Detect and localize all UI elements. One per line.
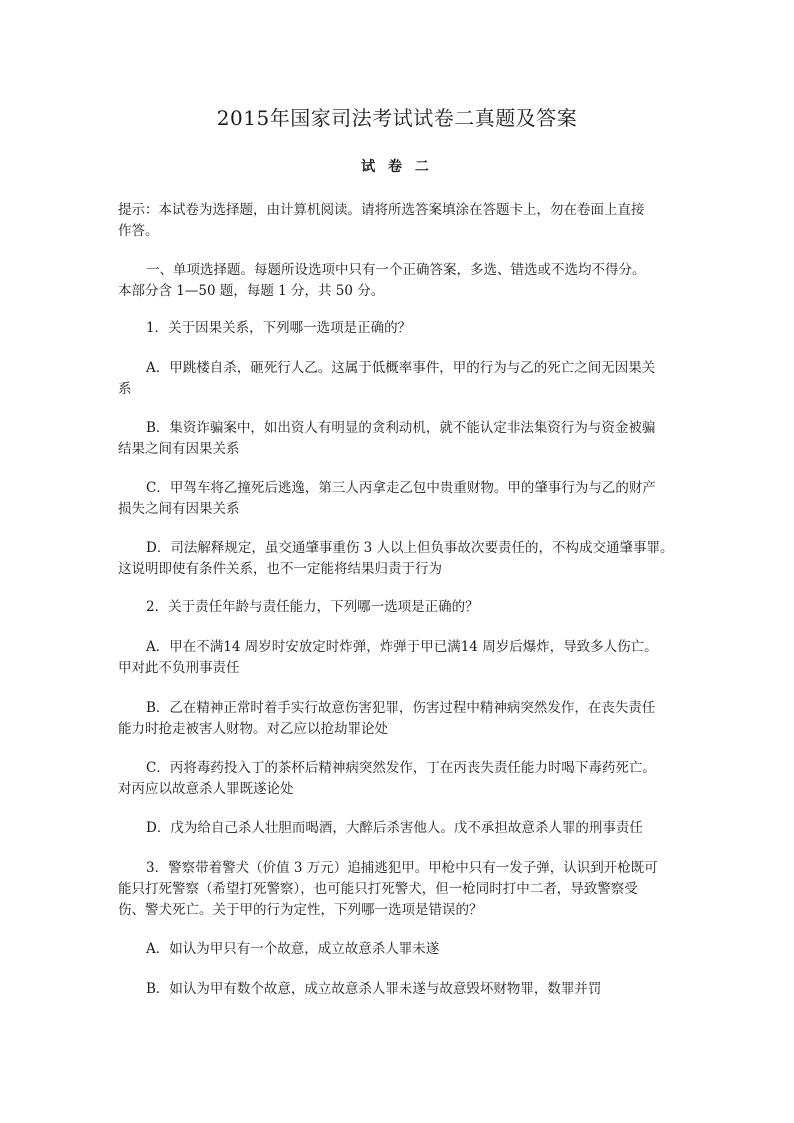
option-line: 损失之间有因果关系 [118,501,240,517]
option-paragraph [118,818,684,839]
question-text: 伤、警犬死亡。关于甲的行为定性，下列哪一选项是错误的？ [118,902,483,918]
notice-line: 提示：本试卷为选择题，由计算机阅读。请将所选答案填涂在答题卡上，勿在卷面上直接 [118,202,645,218]
question-text: 1．关于因果关系，下列哪一选项是正确的？ [146,320,412,336]
option-paragraph [118,979,684,1000]
option-line: C．丙将毒药投入丁的茶杯后精神病突然发作，丁在丙丧失责任能力时喝下毒药死亡。 [146,760,656,776]
option-line: B．集资诈骗案中，如出资人有明显的贪利动机，就不能认定非法集资行为与资金被骗 [146,420,656,436]
document-subtitle: 试 卷 二 [361,159,433,175]
section-heading-paragraph [118,260,684,302]
option-line: 甲对此不负刑事责任 [118,660,240,676]
option-paragraph [118,418,684,460]
option-line: C．甲驾车将乙撞死后逃逸，第三人丙拿走乙包中贵重财物。甲的肇事行为与乙的财产 [146,480,656,496]
option-line: D．戊为给自己杀人壮胆而喝酒，大醉后杀害他人。戊不承担故意杀人罪的刑事责任 [146,820,643,836]
option-paragraph [118,758,684,800]
option-line: 对丙应以故意杀人罪既遂论处 [118,781,294,797]
question-stem [118,597,684,618]
option-line: A．甲在不满14 周岁时安放定时炸弹，炸弹于甲已满14 周岁后爆炸，导致多人伤亡。 [146,639,658,655]
notice-paragraph [118,200,684,242]
option-paragraph [118,939,684,960]
section-heading-line: 一、单项选择题。每题所设选项中只有一个正确答案，多选、错选或不选均不得分。 [146,262,646,278]
option-line: A．甲跳楼自杀，砸死行人乙。这属于低概率事件，甲的行为与乙的死亡之间无因果关 [146,360,656,376]
section-heading-line: 本部分含 1—50 题，每题 1 分，共 50 分。 [118,283,385,299]
option-line: 系 [118,381,132,397]
question-stem [118,318,684,339]
option-paragraph [118,637,684,679]
document-title: 2015年国家司法考试试卷二真题及答案 [216,106,578,130]
option-paragraph [118,478,684,520]
option-paragraph [118,698,684,740]
option-line: B．乙在精神正常时着手实行故意伤害犯罪，伤害过程中精神病突然发作，在丧失责任 [146,700,656,716]
question-text: 3．警察带着警犬（价值 3 万元）追捕逃犯甲。甲枪中只有一发子弹，认识到开枪既可 [146,860,658,876]
question-stem [118,858,684,921]
question-text: 2．关于责任年龄与责任能力，下列哪一选项是正确的？ [146,599,479,615]
option-line: D．司法解释规定，虽交通肇事重伤 3 人以上但负事故次要责任的，不构成交通肇事罪。 [146,540,674,556]
option-paragraph [118,358,684,400]
option-line: 结果之间有因果关系 [118,441,240,457]
question-text: 能只打死警察（希望打死警察），也可能只打死警犬，但一枪同时打中二者，导致警察受 [118,881,638,897]
option-line: 这说明即使有条件关系，也不一定能将结果归责于行为 [118,561,442,577]
option-line: A．如认为甲只有一个故意，成立故意杀人罪未遂 [146,941,440,957]
option-line: B．如认为甲有数个故意，成立故意杀人罪未遂与故意毁坏财物罪，数罪并罚 [146,981,602,997]
option-paragraph [118,538,684,580]
notice-line: 作答。 [118,223,159,239]
option-line: 能力时抢走被害人财物。对乙应以抢劫罪论处 [118,721,388,737]
